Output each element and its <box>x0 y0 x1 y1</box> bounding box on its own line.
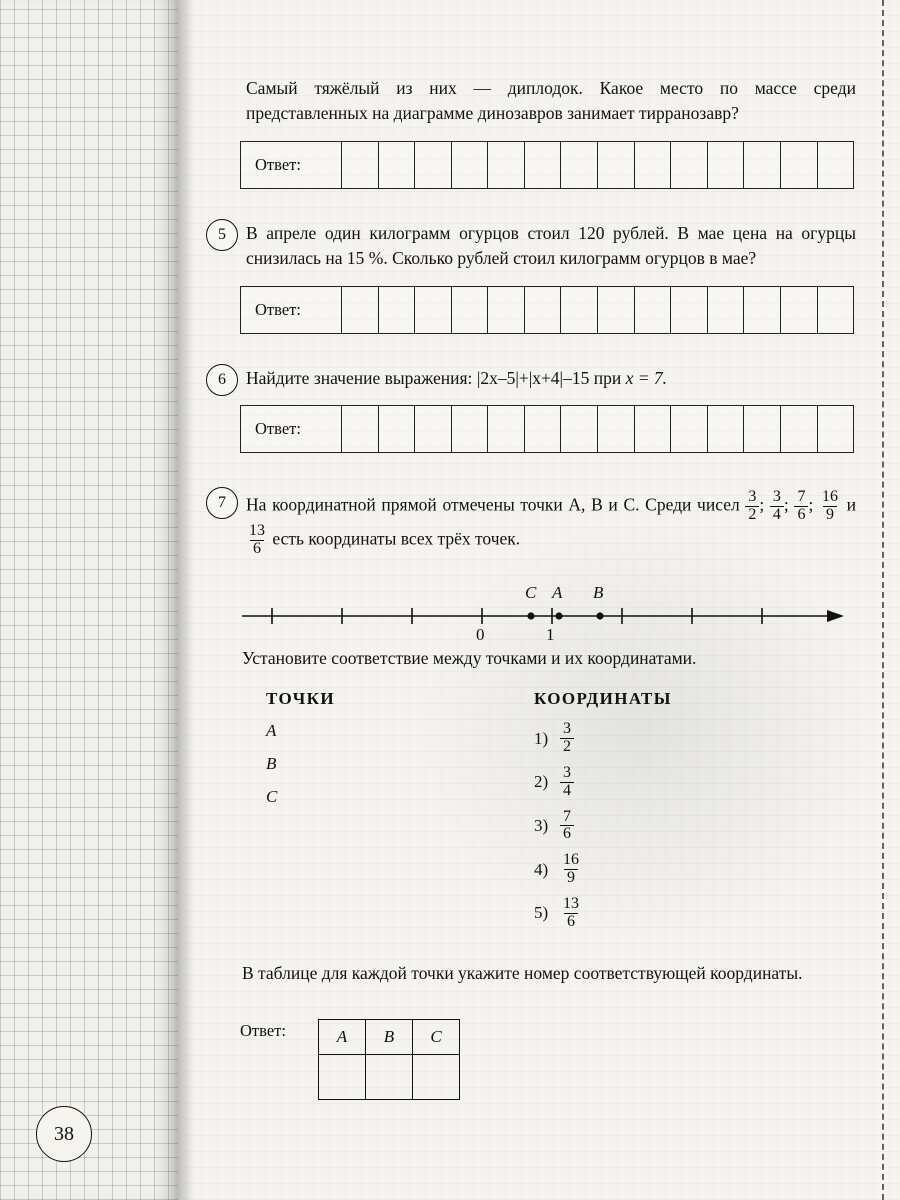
coord-fraction: $\frac{13}{6}$ <box>563 894 579 930</box>
inline-fraction-3-2: $\frac{3}{2}$ <box>745 489 759 524</box>
coords-column <box>516 689 856 939</box>
answer-cell[interactable] <box>451 287 488 333</box>
answer-cell[interactable] <box>414 406 451 452</box>
task-5-number: 5 <box>206 219 238 251</box>
coord-option <box>534 765 856 800</box>
answer-cell[interactable] <box>634 142 671 188</box>
table-row <box>319 1019 460 1054</box>
answer-cell[interactable] <box>414 287 451 333</box>
task-7-answer-table[interactable] <box>318 1019 460 1100</box>
exercise-content <box>196 0 856 1200</box>
task-6-answer-cells[interactable] <box>341 406 853 452</box>
page-number: 38 <box>36 1106 92 1162</box>
task-7-text: На координатной прямой отмечены точки A, B и C. Среди чисел $\frac{3}{2}$ ; $\frac{3}{4}$ ; $\frac{7}{6}$ ; $\frac{16}{9}$ и $\frac{13}{6}$ есть координаты всех трёх точек. <box>246 487 856 558</box>
task-6-condition: x = 7. <box>625 367 668 388</box>
task-4-answer-cells[interactable] <box>341 142 853 188</box>
inline-fraction-7-6: $\frac{7}{6}$ <box>794 489 808 524</box>
answer-cell[interactable] <box>743 287 780 333</box>
answer-cell[interactable] <box>341 142 378 188</box>
answer-cell[interactable] <box>634 287 671 333</box>
answer-cell[interactable] <box>817 142 854 188</box>
task-7-block <box>196 489 856 1100</box>
answer-cell[interactable] <box>817 287 854 333</box>
answer-cell[interactable] <box>707 287 744 333</box>
point-item: A <box>266 721 277 741</box>
answer-cell[interactable] <box>560 406 597 452</box>
answer-input-a[interactable] <box>319 1054 366 1099</box>
answer-cell[interactable] <box>341 287 378 333</box>
task-6-expression: |2x–5|+|x+4|–15 <box>476 367 590 388</box>
coord-fraction: $\frac{7}{6}$ <box>560 809 574 844</box>
answer-cell[interactable] <box>414 142 451 188</box>
coord-index: 3) <box>534 815 549 835</box>
number-line-figure <box>196 574 856 644</box>
answer-cell[interactable] <box>780 142 817 188</box>
answer-cell[interactable] <box>560 287 597 333</box>
coord-option <box>534 721 856 756</box>
svg-text:A: A <box>552 583 563 603</box>
task-5-answer-box[interactable] <box>240 286 854 334</box>
answer-input-b[interactable] <box>366 1054 413 1099</box>
coord-option <box>534 809 856 844</box>
task-5-text: В апреле один килограмм огурцов стоил 120 рублей. В мае цена на огурцы снизилась на 15 %. Сколько рублей стоил килограмм огурцов в мае? <box>246 222 856 269</box>
cut-dashed-line <box>882 0 884 1200</box>
answer-cell[interactable] <box>378 142 415 188</box>
task-4-text: Самый тяжёлый из них — диплодок. Какое место по массе среди представленных на диаграмме динозавров занимает тирранозавр? <box>246 78 856 124</box>
coord-fraction: $\frac{3}{4}$ <box>560 765 574 800</box>
task-7-instruction: Установите соответствие между точками и их координатами. <box>242 648 697 669</box>
svg-text:C: C <box>525 583 537 603</box>
answer-input-c[interactable] <box>413 1054 460 1099</box>
answer-cell[interactable] <box>487 406 524 452</box>
task-6-block <box>196 366 856 453</box>
coord-option <box>534 896 856 931</box>
answer-cell[interactable] <box>597 287 634 333</box>
answer-cell[interactable] <box>560 142 597 188</box>
svg-text:B: B <box>593 583 604 603</box>
task-6-text-b: при <box>593 367 622 388</box>
inline-fraction-3-4: $\frac{3}{4}$ <box>770 489 784 524</box>
answer-cell[interactable] <box>707 406 744 452</box>
answer-cell[interactable] <box>487 142 524 188</box>
inline-fraction-16-9: $\frac{16}{9}$ <box>821 487 838 523</box>
answer-cell[interactable] <box>817 406 854 452</box>
answer-cell[interactable] <box>597 142 634 188</box>
matching-columns <box>196 689 856 939</box>
answer-header-c: C <box>413 1019 460 1054</box>
point-item: B <box>266 754 277 774</box>
answer-cell[interactable] <box>634 406 671 452</box>
answer-cell[interactable] <box>670 287 707 333</box>
answer-cell[interactable] <box>780 287 817 333</box>
task-6-number: 6 <box>206 364 238 396</box>
task-7-answer-label: Ответ: <box>240 1020 286 1040</box>
answer-cell[interactable] <box>487 287 524 333</box>
task-7-text-a: На координатной прямой отмечены точки A, B и C. Среди чисел <box>246 494 740 515</box>
answer-cell[interactable] <box>451 142 488 188</box>
page-gutter-shadow <box>178 0 194 1200</box>
answer-cell[interactable] <box>524 406 561 452</box>
task-4-block <box>196 76 856 189</box>
point-item: C <box>266 787 278 807</box>
answer-cell[interactable] <box>378 406 415 452</box>
coord-fraction: $\frac{16}{9}$ <box>563 851 579 887</box>
task-6-answer-box[interactable] <box>240 405 854 453</box>
coords-column-header: КООРДИНАТЫ <box>534 689 672 709</box>
svg-text:0: 0 <box>476 625 485 645</box>
table-row[interactable] <box>319 1054 460 1099</box>
task-5-answer-label: Ответ: <box>255 299 301 319</box>
points-column <box>196 689 516 939</box>
task-6-text <box>246 366 856 391</box>
coord-index: 5) <box>534 903 549 923</box>
points-column-header: ТОЧКИ <box>266 689 335 709</box>
svg-text:1: 1 <box>546 625 555 645</box>
answer-cell[interactable] <box>670 142 707 188</box>
answer-cell[interactable] <box>524 287 561 333</box>
coord-index: 2) <box>534 772 549 792</box>
answer-cell[interactable] <box>780 406 817 452</box>
task-7-number: 7 <box>206 487 238 519</box>
inline-fraction-13-6: $\frac{13}{6}$ <box>249 522 265 558</box>
answer-cell[interactable] <box>743 406 780 452</box>
coord-option <box>534 852 856 887</box>
task-7-answer-area[interactable] <box>240 1011 856 1100</box>
task-6-text-a: Найдите значение выражения: <box>246 367 473 388</box>
answer-cell[interactable] <box>707 142 744 188</box>
answer-cell[interactable] <box>378 287 415 333</box>
task-4-answer-box[interactable] <box>240 141 854 189</box>
task-5-block <box>196 221 856 334</box>
answer-header-a: A <box>319 1019 366 1054</box>
answer-cell[interactable] <box>341 406 378 452</box>
task-6-answer-label: Ответ: <box>255 418 301 438</box>
coord-index: 4) <box>534 859 549 879</box>
coord-fraction: $\frac{3}{2}$ <box>560 721 574 756</box>
answer-cell[interactable] <box>670 406 707 452</box>
answer-header-b: B <box>366 1019 413 1054</box>
answer-cell[interactable] <box>524 142 561 188</box>
task-7-table-instruction: В таблице для каждой точки укажите номер соответствующей координаты. <box>242 963 803 984</box>
coord-index: 1) <box>534 728 549 748</box>
graph-paper-strip <box>0 0 178 1200</box>
task-4-answer-label: Ответ: <box>255 154 301 174</box>
task-5-answer-cells[interactable] <box>341 287 853 333</box>
answer-cell[interactable] <box>743 142 780 188</box>
answer-cell[interactable] <box>597 406 634 452</box>
answer-cell[interactable] <box>451 406 488 452</box>
task-7-text-b: есть координаты всех трёх точек. <box>272 528 521 549</box>
